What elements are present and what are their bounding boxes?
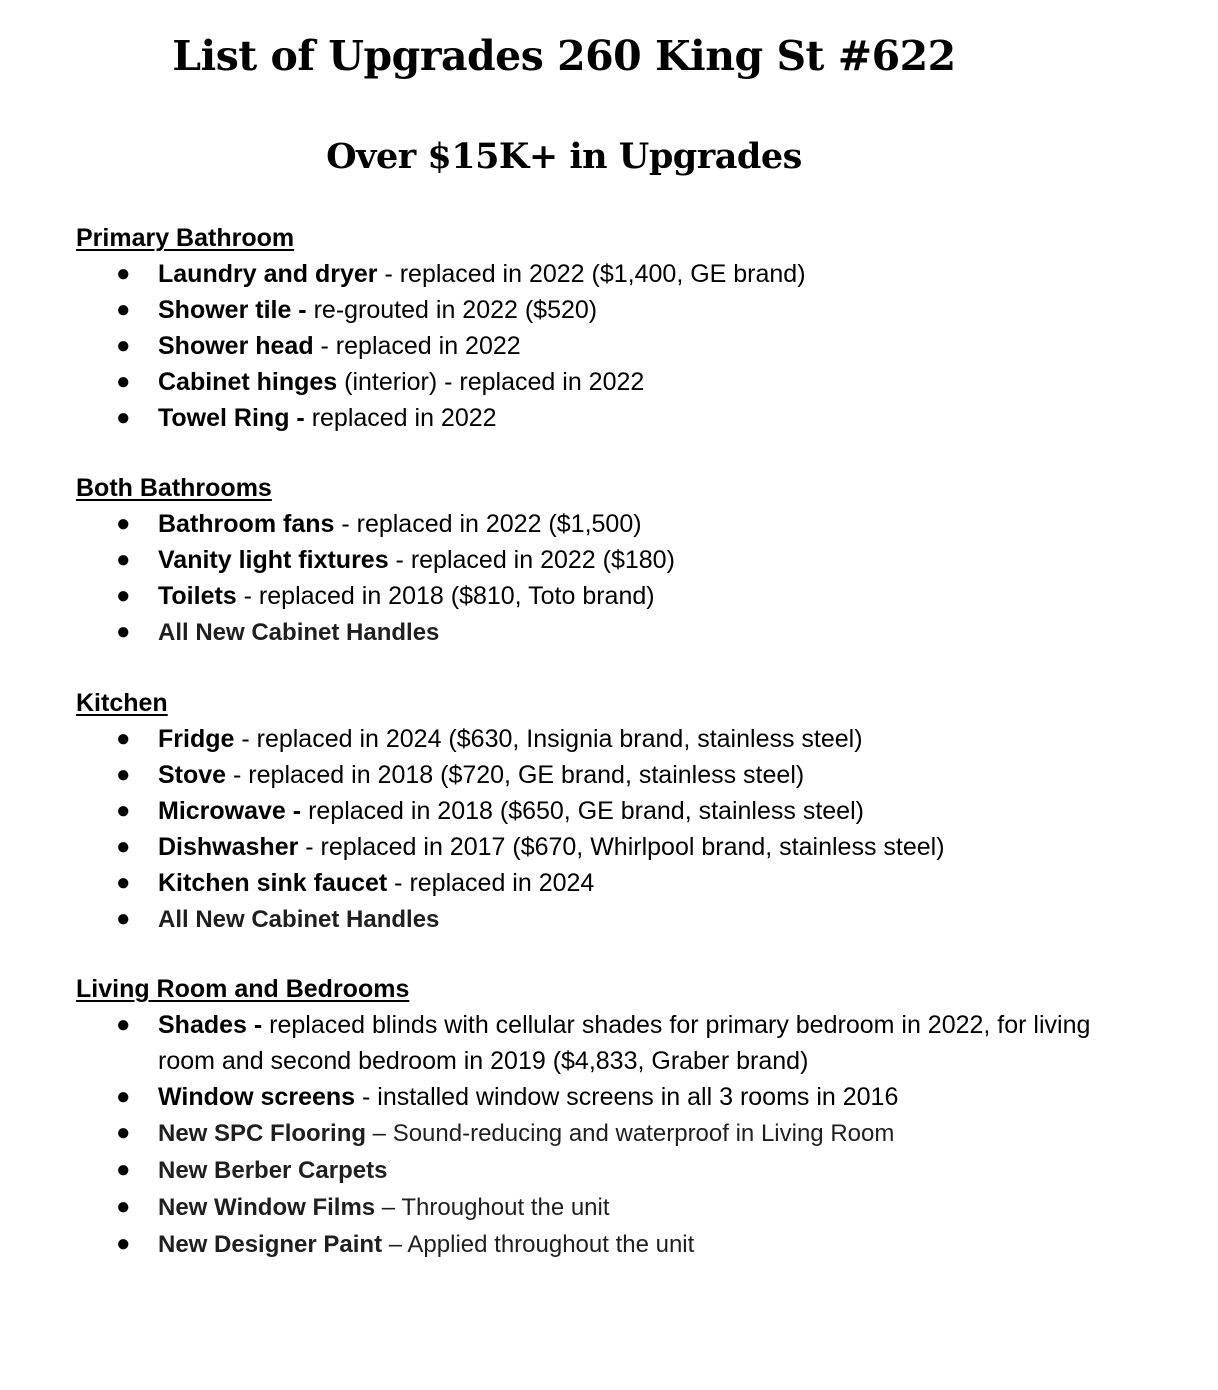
list-item <box>76 829 1136 865</box>
bullet-icon: ● <box>116 510 131 537</box>
item-detail: – Sound-reducing and waterproof in Living Room <box>366 1120 895 1147</box>
item-detail: re-grouted in 2022 ($520) <box>313 296 598 324</box>
bullet-icon: ● <box>116 260 131 287</box>
section-primary-bathroom <box>76 220 1136 436</box>
item-detail: - replaced in 2022 ($180) <box>388 546 675 574</box>
list-item <box>76 793 1136 829</box>
bullet-icon: ● <box>116 797 131 824</box>
item-name: All New Cabinet Handles <box>158 906 440 933</box>
item-name: Laundry and dryer <box>158 260 378 288</box>
bullet-icon: ● <box>116 761 131 788</box>
item-name: New SPC Flooring <box>158 1120 367 1147</box>
item-name: Vanity light fixtures <box>158 546 389 574</box>
list-item <box>76 542 1136 578</box>
item-name: Shower tile - <box>158 296 314 324</box>
list-item <box>76 328 1136 364</box>
item-detail: - installed window screens in all 3 rooms in 2016 <box>355 1083 899 1111</box>
item-detail: - replaced in 2022 ($1,500) <box>334 510 642 538</box>
list-item <box>76 1079 1136 1115</box>
list-item <box>76 292 1136 328</box>
item-detail: - replaced in 2022 ($1,400, GE brand) <box>377 260 806 288</box>
section-living-room-and-bedrooms <box>76 971 1136 1263</box>
bullet-icon: ● <box>116 582 131 609</box>
item-detail: - replaced in 2022 <box>313 332 521 360</box>
item-name: Toilets <box>158 582 237 610</box>
list-item <box>76 256 1136 292</box>
upgrade-list <box>76 506 1136 651</box>
section-both-bathrooms <box>76 470 1136 651</box>
bullet-icon: ● <box>116 869 131 896</box>
list-item <box>76 578 1136 614</box>
list-item <box>76 1115 1136 1152</box>
section-heading: Kitchen <box>76 689 168 717</box>
bullet-icon: ● <box>116 725 131 752</box>
item-detail: replaced in 2022 <box>311 404 497 432</box>
bullet-icon: ● <box>116 833 131 860</box>
section-heading: Primary Bathroom <box>76 224 295 252</box>
item-name: Kitchen sink faucet <box>158 869 388 897</box>
item-detail: - replaced in 2018 ($720, GE brand, stainless steel) <box>226 761 805 789</box>
bullet-icon: ● <box>116 1193 131 1220</box>
section-kitchen <box>76 685 1136 938</box>
item-name: Dishwasher <box>158 833 299 861</box>
bullet-icon: ● <box>116 905 131 932</box>
list-item <box>76 865 1136 901</box>
item-name: New Designer Paint <box>158 1231 383 1258</box>
upgrade-list <box>76 1007 1136 1263</box>
item-detail: – Applied throughout the unit <box>382 1231 695 1258</box>
item-name: Towel Ring - <box>158 404 312 432</box>
list-item <box>76 901 1136 938</box>
upgrade-list <box>76 256 1136 436</box>
item-name: All New Cabinet Handles <box>158 619 440 646</box>
item-name: Shower head <box>158 332 314 360</box>
item-detail: (interior) - replaced in 2022 <box>337 368 645 396</box>
item-detail: - replaced in 2018 ($810, Toto brand) <box>236 582 655 610</box>
item-name: Shades - <box>158 1011 270 1039</box>
item-detail: - replaced in 2024 <box>387 869 595 897</box>
list-item <box>76 1226 1136 1263</box>
item-name: Fridge <box>158 725 235 753</box>
section-heading: Both Bathrooms <box>76 474 272 502</box>
bullet-icon: ● <box>116 618 131 645</box>
item-name: Bathroom fans <box>158 510 335 538</box>
section-heading: Living Room and Bedrooms <box>76 975 410 1003</box>
item-detail: replaced in 2018 ($650, GE brand, stainless steel) <box>308 797 864 825</box>
list-item <box>76 506 1136 542</box>
item-name: Stove <box>158 761 227 789</box>
bullet-icon: ● <box>116 296 131 323</box>
item-detail: – Throughout the unit <box>375 1194 610 1221</box>
bullet-icon: ● <box>116 1083 131 1110</box>
bullet-icon: ● <box>116 368 131 395</box>
list-item <box>76 757 1136 793</box>
list-item <box>76 400 1136 436</box>
item-name: Window screens <box>158 1083 356 1111</box>
item-name: Cabinet hinges <box>158 368 338 396</box>
list-item <box>76 1189 1136 1226</box>
item-name: New Window Films <box>158 1194 376 1221</box>
item-detail: - replaced in 2024 ($630, Insignia brand, stainless steel) <box>234 725 863 753</box>
document-title: List of Upgrades 260 King St #622 <box>172 32 956 80</box>
bullet-icon: ● <box>116 546 131 573</box>
bullet-icon: ● <box>116 1119 131 1146</box>
bullet-icon: ● <box>116 1011 131 1038</box>
item-name: Microwave - <box>158 797 309 825</box>
list-item <box>76 721 1136 757</box>
bullet-icon: ● <box>116 404 131 431</box>
upgrade-list <box>76 721 1136 938</box>
document-subtitle: Over $15K+ in Upgrades <box>326 136 802 177</box>
bullet-icon: ● <box>116 332 131 359</box>
item-detail: - replaced in 2017 ($670, Whirlpool brand, stainless steel) <box>298 833 945 861</box>
item-detail: replaced blinds with cellular shades for primary bedroom in 2022, for living room and second bedroom in 2019 ($4,833, Graber brand) <box>158 1011 1091 1075</box>
item-name: New Berber Carpets <box>158 1157 388 1184</box>
list-item <box>76 1152 1136 1189</box>
list-item <box>76 1007 1136 1079</box>
bullet-icon: ● <box>116 1156 131 1183</box>
list-item <box>76 364 1136 400</box>
bullet-icon: ● <box>116 1230 131 1257</box>
list-item <box>76 614 1136 651</box>
